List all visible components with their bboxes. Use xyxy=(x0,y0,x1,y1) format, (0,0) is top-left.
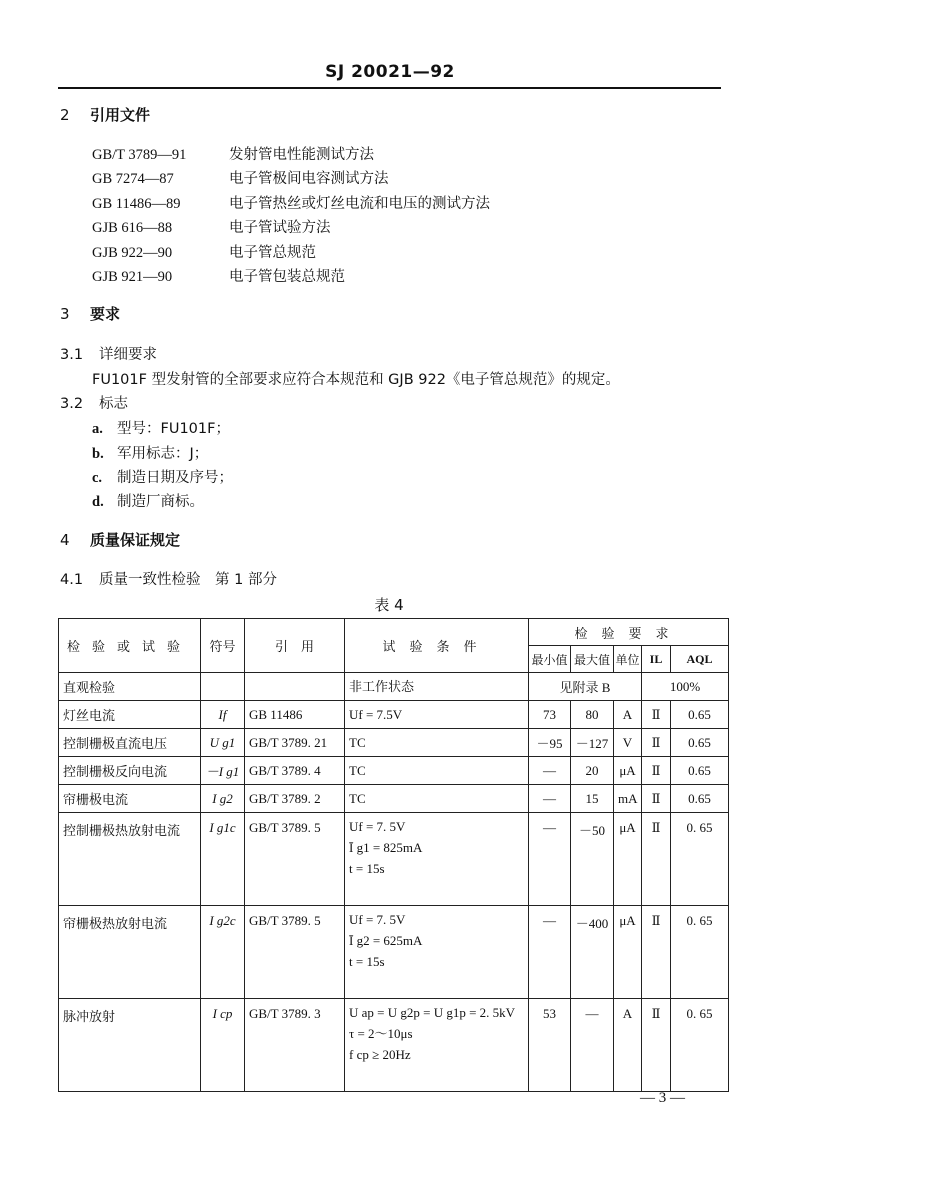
item-text: 制造厂商标。 xyxy=(117,494,204,510)
page-number: — 3 — xyxy=(640,1090,685,1106)
min-value: 73 xyxy=(529,701,571,729)
table-row xyxy=(59,757,729,785)
aql-value: 0.65 xyxy=(671,757,729,785)
header-test: 检验或试验 xyxy=(59,619,201,673)
section-3-heading xyxy=(60,303,120,324)
unit: μA xyxy=(614,757,642,785)
aql-value: 0. 65 xyxy=(671,999,729,1092)
section-2-heading xyxy=(60,104,150,125)
max-value: －50 xyxy=(571,813,614,906)
min-value: — xyxy=(529,757,571,785)
header-aql: AQL xyxy=(671,646,729,673)
marking-item xyxy=(92,466,233,487)
test-condition: Uf = 7.5V xyxy=(345,701,529,729)
inspection-table xyxy=(58,618,729,1092)
reference-title: 发射管电性能测试方法 xyxy=(229,147,374,163)
il-value: Ⅱ xyxy=(642,785,671,813)
table-header-row xyxy=(59,619,729,646)
reference-row xyxy=(92,241,316,262)
il-value: Ⅱ xyxy=(642,701,671,729)
requirement-paragraph: FU101F 型发射管的全部要求应符合本规范和 GJB 922《电子管总规范》的规定。 xyxy=(92,372,620,388)
reference-code: GJB 922—90 xyxy=(92,245,173,261)
subsection-number: 3.2 xyxy=(60,396,84,412)
unit: μA xyxy=(614,813,642,906)
reference-code: GJB 616—88 xyxy=(92,220,173,236)
il-value: Ⅱ xyxy=(642,906,671,999)
min-value: — xyxy=(529,906,571,999)
item-label: c. xyxy=(92,470,103,486)
test-name: 控制栅极直流电压 xyxy=(59,729,201,757)
subsection-title: 标志 xyxy=(99,396,128,412)
item-text: 制造日期及序号； xyxy=(117,470,233,486)
section-number: 2 xyxy=(60,106,70,124)
il-value: Ⅱ xyxy=(642,757,671,785)
section-4-heading xyxy=(60,529,180,550)
section-number: 4 xyxy=(60,531,70,549)
marking-item xyxy=(92,490,204,511)
item-label: d. xyxy=(92,494,104,510)
max-value: 80 xyxy=(571,701,614,729)
max-value: 15 xyxy=(571,785,614,813)
reference-code: GB 11486—89 xyxy=(92,196,181,212)
reference-code: GB 7274—87 xyxy=(92,171,174,187)
table-row xyxy=(59,785,729,813)
test-condition: TC xyxy=(345,757,529,785)
max-value: －400 xyxy=(571,906,614,999)
test-name: 脉冲放射 xyxy=(59,999,201,1092)
marking-item xyxy=(92,442,208,463)
max-value: －127 xyxy=(571,729,614,757)
test-condition: Uf = 7. 5V Ī g1 = 825mA t = 15s xyxy=(345,813,529,906)
section-title: 质量保证规定 xyxy=(90,531,181,549)
test-name: 灯丝电流 xyxy=(59,701,201,729)
test-reference: GB/T 3789. 3 xyxy=(245,999,345,1092)
requirement-merged: 见附录 B xyxy=(529,673,642,701)
header-il: IL xyxy=(642,646,671,673)
subsection-title: 质量一致性检验 第 1 部分 xyxy=(99,572,277,588)
table-row xyxy=(59,999,729,1092)
marking-item xyxy=(92,417,230,438)
aql-merged: 100% xyxy=(642,673,729,701)
subsection-title: 详细要求 xyxy=(99,347,157,363)
reference-code: GJB 921—90 xyxy=(92,269,173,285)
unit: V xyxy=(614,729,642,757)
section-title: 要求 xyxy=(90,305,121,323)
reference-title: 电子管极间电容测试方法 xyxy=(229,171,389,187)
aql-value: 0. 65 xyxy=(671,906,729,999)
reference-code: GB/T 3789—91 xyxy=(92,147,187,163)
test-reference: GB 11486 xyxy=(245,701,345,729)
reference-row xyxy=(92,143,374,164)
test-name: 控制栅极热放射电流 xyxy=(59,813,201,906)
test-condition: TC xyxy=(345,785,529,813)
subsection-4-1-heading xyxy=(60,568,277,589)
item-label: b. xyxy=(92,446,104,462)
test-name: 直观检验 xyxy=(59,673,201,701)
test-condition: 非工作状态 xyxy=(345,673,529,701)
test-reference: GB/T 3789. 5 xyxy=(245,813,345,906)
reference-row xyxy=(92,167,389,188)
aql-value: 0. 65 xyxy=(671,813,729,906)
item-label: a. xyxy=(92,421,103,437)
unit: A xyxy=(614,701,642,729)
table-row xyxy=(59,813,729,906)
max-value: 20 xyxy=(571,757,614,785)
test-symbol: I cp xyxy=(201,999,245,1092)
subsection-number: 3.1 xyxy=(60,347,84,363)
test-condition: U ap = U g2p = U g1p = 2. 5kV τ = 2～10μs f cp ≥ 20Hz xyxy=(345,999,529,1092)
subsection-3-2-heading xyxy=(60,392,128,413)
header-rule xyxy=(58,87,721,89)
min-value: — xyxy=(529,785,571,813)
test-name: 控制栅极反向电流 xyxy=(59,757,201,785)
test-name: 帘栅极电流 xyxy=(59,785,201,813)
min-value: －95 xyxy=(529,729,571,757)
reference-row xyxy=(92,265,345,286)
reference-title: 电子管试验方法 xyxy=(229,220,331,236)
min-value: 53 xyxy=(529,999,571,1092)
aql-value: 0.65 xyxy=(671,701,729,729)
header-unit: 单位 xyxy=(614,646,642,673)
table-row xyxy=(59,729,729,757)
test-reference: GB/T 3789. 21 xyxy=(245,729,345,757)
item-text: 型号：FU101F； xyxy=(117,421,230,437)
reference-row xyxy=(92,216,331,237)
reference-title: 电子管包装总规范 xyxy=(229,269,345,285)
reference-title: 电子管热丝或灯丝电流和电压的测试方法 xyxy=(229,196,490,212)
test-symbol: －I g1 xyxy=(201,757,245,785)
test-reference xyxy=(245,673,345,701)
test-name: 帘栅极热放射电流 xyxy=(59,906,201,999)
reference-title: 电子管总规范 xyxy=(229,245,316,261)
header-max: 最大值 xyxy=(571,646,614,673)
header-conditions: 试验条件 xyxy=(345,619,529,673)
test-symbol xyxy=(201,673,245,701)
test-condition: Uf = 7. 5V Ī g2 = 625mA t = 15s xyxy=(345,906,529,999)
unit: μA xyxy=(614,906,642,999)
table-row xyxy=(59,701,729,729)
header-symbol: 符号 xyxy=(201,619,245,673)
max-value: — xyxy=(571,999,614,1092)
unit: mA xyxy=(614,785,642,813)
test-symbol: I g2 xyxy=(201,785,245,813)
test-symbol: I g2c xyxy=(201,906,245,999)
document-number: SJ 20021—92 xyxy=(325,62,455,82)
header-min: 最小值 xyxy=(529,646,571,673)
section-title: 引用文件 xyxy=(90,106,151,124)
il-value: Ⅱ xyxy=(642,999,671,1092)
il-value: Ⅱ xyxy=(642,813,671,906)
table-caption: 表 4 xyxy=(374,596,404,614)
test-reference: GB/T 3789. 4 xyxy=(245,757,345,785)
unit: A xyxy=(614,999,642,1092)
il-value: Ⅱ xyxy=(642,729,671,757)
test-symbol: I g1c xyxy=(201,813,245,906)
aql-value: 0.65 xyxy=(671,729,729,757)
test-symbol: U g1 xyxy=(201,729,245,757)
min-value: — xyxy=(529,813,571,906)
test-symbol: If xyxy=(201,701,245,729)
test-reference: GB/T 3789. 2 xyxy=(245,785,345,813)
table-row xyxy=(59,906,729,999)
item-text: 军用标志：J； xyxy=(117,446,209,462)
test-condition: TC xyxy=(345,729,529,757)
header-reference: 引 用 xyxy=(245,619,345,673)
aql-value: 0.65 xyxy=(671,785,729,813)
test-reference: GB/T 3789. 5 xyxy=(245,906,345,999)
header-requirements: 检验要求 xyxy=(529,619,729,646)
subsection-number: 4.1 xyxy=(60,572,84,588)
table-row xyxy=(59,673,729,701)
section-number: 3 xyxy=(60,305,70,323)
subsection-3-1-heading xyxy=(60,343,157,364)
reference-row xyxy=(92,192,490,213)
